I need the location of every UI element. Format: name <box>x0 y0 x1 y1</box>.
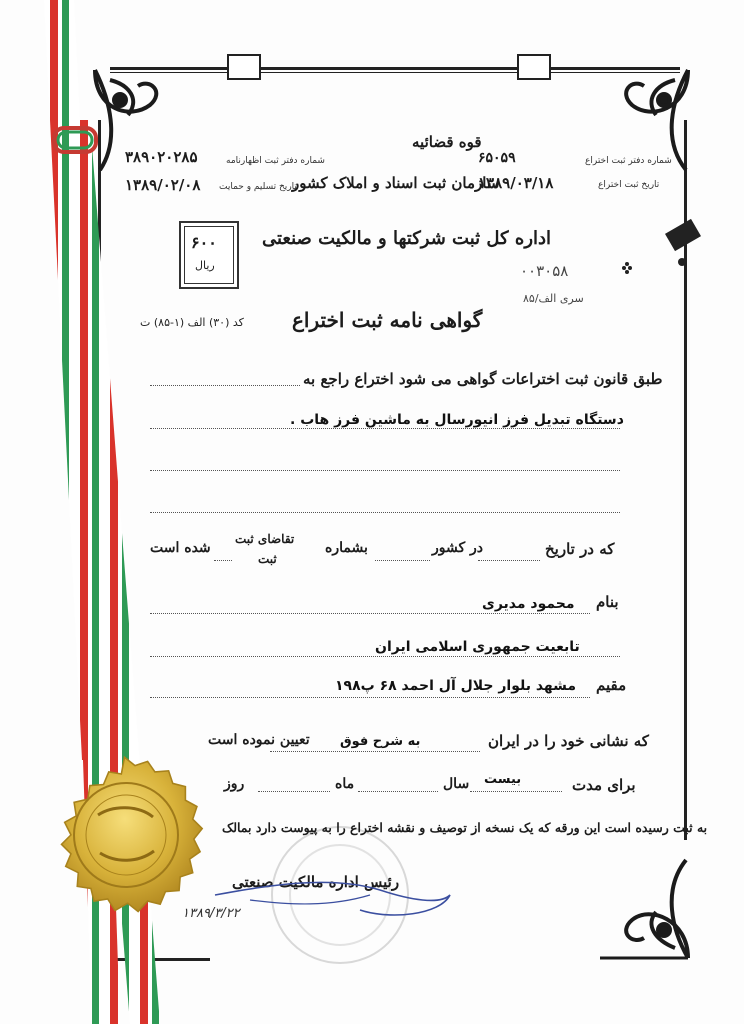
org-name: سازمان ثبت اسناد و املاک کشور <box>292 174 500 192</box>
invention-reg-no-label: شماره دفتر ثبت اختراع <box>585 156 672 166</box>
form-code: کد (۳۰) الف (۱-۸۵) ت <box>140 316 244 329</box>
department-name: اداره کل ثبت شرکتها و مالکیت صنعتی <box>262 228 552 249</box>
serial-series: سری الف/۸۵ <box>523 292 584 305</box>
serial-number: ۰۰۳۰۵۸ <box>520 262 569 280</box>
invention-title: دستگاه تبدیل فرز انیورسال به ماشین فرز هاب . <box>290 412 624 428</box>
in-country-label: در کشور <box>432 540 484 556</box>
residence-value: مشهد بلوار جلال آل احمد ۶۸ پ۱۹۸ <box>335 678 577 694</box>
fee-amount: ۶۰۰ <box>191 233 217 252</box>
nationality-value: تابعیت جمهوری اسلامی ایران <box>375 639 580 655</box>
invention-reg-date-value: ۱۳۸۹/۰۳/۱۸ <box>478 174 554 192</box>
month-label: ماه <box>335 776 355 792</box>
date-clause-start: که در تاریخ <box>545 540 615 558</box>
residence-label: مقیم <box>596 676 627 694</box>
address-value: به شرح فوق <box>340 734 421 749</box>
address-label: که نشانی خود را در ایران <box>488 732 649 750</box>
term-label: برای مدت <box>572 776 636 794</box>
registered-label: ثبت <box>258 552 277 566</box>
signature-title: رئیس اداره مالکیت صنعتی <box>232 873 400 891</box>
invention-reg-date-label: تاریخ ثبت اختراع <box>598 180 660 190</box>
term-value: بیست <box>484 772 522 787</box>
final-text: به ثبت رسیده است این ورقه که یک نسخه از توصیف و نقشه اختراع را به پیوست دارد بمالک <box>222 820 708 835</box>
designated-label: تعیین نموده است <box>208 732 310 748</box>
invention-reg-no-value: ۶۵۰۵۹ <box>478 150 516 166</box>
done-label: شده است <box>150 540 211 556</box>
year-label: سال <box>443 776 470 792</box>
signature-date: ۱۳۸۹/۳/۲۲ <box>182 906 240 921</box>
intro-text: طبق قانون ثبت اختراعات گواهی می شود اختراع راجع به <box>303 370 663 388</box>
filing-date-value: ۱۳۸۹/۰۲/۰۸ <box>125 176 201 194</box>
emblem-text: قوه قضائیه <box>412 133 482 151</box>
filing-date-label: تاریخ تسلیم و حمایت <box>219 182 297 192</box>
name-label: بنام <box>596 593 619 611</box>
gold-seal <box>38 745 218 923</box>
declaration-no-value: ۳۸۹۰۲۰۲۸۵ <box>125 148 198 166</box>
fee-unit: ریال <box>195 259 215 272</box>
certificate-title: گواهی نامه ثبت اختراع <box>292 308 483 332</box>
day-label: روز <box>224 776 245 792</box>
request-label: تقاضای ثبت <box>235 532 295 546</box>
with-number-label: بشماره <box>325 540 368 556</box>
name-value: محمود مدیری <box>482 596 575 612</box>
declaration-no-label: شماره دفتر ثبت اظهارنامه <box>226 156 325 166</box>
